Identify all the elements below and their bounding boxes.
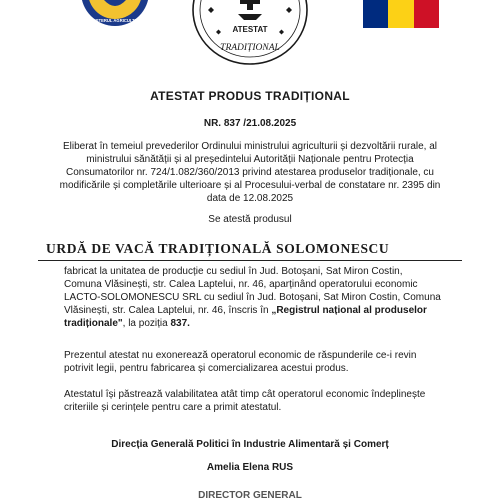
traditional-product-seal bbox=[190, 0, 310, 66]
signatory-name: Amelia Elena RUS bbox=[206, 462, 294, 473]
document-title: ATESTAT PRODUS TRADIȚIONAL bbox=[150, 89, 350, 103]
manufacture-paragraph bbox=[64, 265, 442, 330]
legal-basis-paragraph: Eliberat în temeiul prevederilor Ordinului ministrului agriculturii și dezvoltării rurale, al ministrului sănătății și al președintelui Autorității Naționale pentru Protecția Consumatorilor nr. 724/1.082/360/2013 privind atestarea produselor tradiționale, cu modificările și completările ulterioare și al Procesului-verbal de constatare nr. 2395 din data de 12.08.2025 bbox=[59, 141, 441, 204]
validity-paragraph: Atestatul își păstrează valabilitatea atât timp cât operatorul economic îndeplinește criteriile și cerințele pentru care a primit atestatul. bbox=[64, 389, 426, 413]
manufacture-text-part1: fabricat la unitatea de producție cu sediul în Jud. Botoșani, Sat Miron Costin, Comuna Vlăsinești, str. Calea Laptelui, nr. 46, aparținând operatorului economic LACTO-SOLOMONESCU SRL cu sediul în Jud. Botoșani, Sat Miron Costin, Comuna Vlăsinești, str. Calea Laptelui, nr. 46, înscris în bbox=[64, 266, 441, 316]
seal-text-top: ATESTAT bbox=[232, 25, 268, 34]
certificate-number: NR. 837 /21.08.2025 bbox=[203, 118, 297, 129]
ministry-coat-of-arms-logo bbox=[78, 0, 152, 32]
attest-line: Se atestă produsul bbox=[208, 214, 292, 225]
signatory-title: DIRECTOR GENERAL bbox=[198, 490, 302, 500]
product-underline bbox=[38, 260, 462, 261]
manufacture-text-part2: , la poziția bbox=[122, 318, 171, 329]
svg-text:MINISTERUL AGRICULTURII: MINISTERUL AGRICULTURII bbox=[86, 18, 144, 23]
seal-text-bottom: TRADIȚIONAL bbox=[220, 43, 280, 53]
flag-stripe-red bbox=[414, 0, 439, 28]
registry-name: „Registrul național al produselor tradiționale" bbox=[64, 305, 427, 329]
romanian-flag bbox=[363, 0, 439, 28]
flag-stripe-yellow bbox=[388, 0, 413, 28]
registry-position: 837. bbox=[170, 318, 190, 329]
disclaimer-paragraph: Prezentul atestat nu exonerează operatorul economic de răspunderile ce-i revin potrivit legii, pentru fabricarea și comercializarea acestui produs. bbox=[64, 350, 417, 374]
flag-stripe-blue bbox=[363, 0, 388, 28]
product-name: URDĂ DE VACĂ TRADIȚIONALĂ SOLOMONESCU bbox=[46, 241, 390, 256]
signatory-department: Direcția Generală Politici în Industrie Alimentară și Comerț bbox=[111, 439, 389, 450]
